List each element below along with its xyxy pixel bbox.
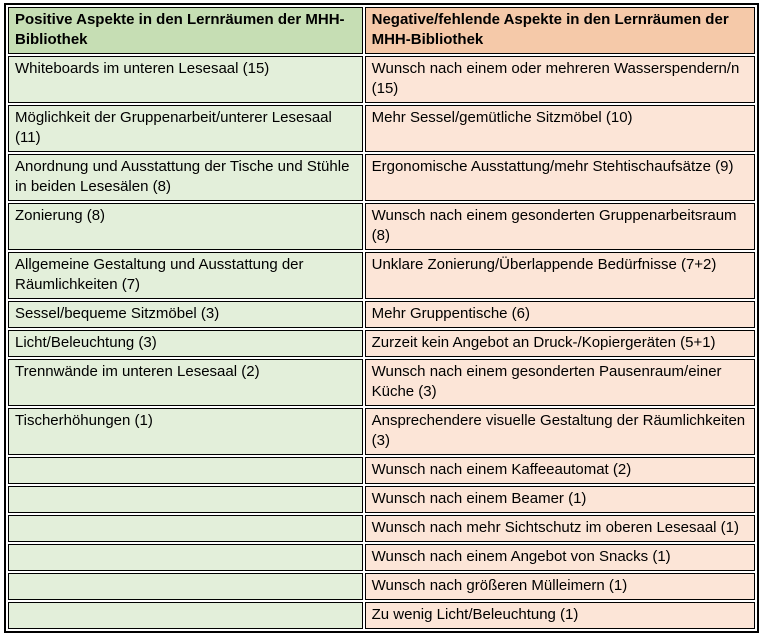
negative-cell: Zu wenig Licht/Beleuchtung (1) [365,602,755,629]
negative-cell: Wunsch nach einem gesonderten Gruppenarbeitsraum (8) [365,203,755,250]
negative-cell: Mehr Sessel/gemütliche Sitzmöbel (10) [365,105,755,152]
negative-column-header: Negative/fehlende Aspekte in den Lernräumen der MHH-Bibliothek [365,7,755,54]
header-row [8,7,755,54]
table-row [8,330,755,357]
positive-cell: Allgemeine Gestaltung und Ausstattung der Räumlichkeiten (7) [8,252,363,299]
table-row [8,203,755,250]
table-row [8,359,755,406]
positive-cell: Trennwände im unteren Lesesaal (2) [8,359,363,406]
positive-cell [8,573,363,600]
table-row [8,154,755,201]
table-row [8,544,755,571]
negative-cell: Wunsch nach einem Beamer (1) [365,486,755,513]
positive-cell: Möglichkeit der Gruppenarbeit/unterer Lesesaal (11) [8,105,363,152]
table-row [8,602,755,629]
table-row [8,56,755,103]
positive-cell [8,602,363,629]
negative-cell: Ansprechendere visuelle Gestaltung der Räumlichkeiten (3) [365,408,755,455]
table-row [8,105,755,152]
positive-cell: Anordnung und Ausstattung der Tische und Stühle in beiden Lesesälen (8) [8,154,363,201]
negative-cell: Wunsch nach einem oder mehreren Wasserspendern/n (15) [365,56,755,103]
positive-cell [8,515,363,542]
positive-cell: Tischerhöhungen (1) [8,408,363,455]
table-row [8,573,755,600]
negative-cell: Zurzeit kein Angebot an Druck-/Kopiergeräten (5+1) [365,330,755,357]
positive-cell: Zonierung (8) [8,203,363,250]
negative-cell: Unklare Zonierung/Überlappende Bedürfnisse (7+2) [365,252,755,299]
table-row [8,301,755,328]
negative-cell: Wunsch nach einem Angebot von Snacks (1) [365,544,755,571]
positive-cell: Whiteboards im unteren Lesesaal (15) [8,56,363,103]
positive-column-header: Positive Aspekte in den Lernräumen der MHH-Bibliothek [8,7,363,54]
table-row [8,408,755,455]
negative-cell: Ergonomische Ausstattung/mehr Stehtischaufsätze (9) [365,154,755,201]
table-row [8,457,755,484]
negative-cell: Wunsch nach mehr Sichtschutz im oberen Lesesaal (1) [365,515,755,542]
table-row [8,252,755,299]
table-row [8,486,755,513]
positive-cell: Licht/Beleuchtung (3) [8,330,363,357]
positive-cell: Sessel/bequeme Sitzmöbel (3) [8,301,363,328]
negative-cell: Wunsch nach einem Kaffeeautomat (2) [365,457,755,484]
positive-cell [8,544,363,571]
negative-cell: Wunsch nach größeren Mülleimern (1) [365,573,755,600]
positive-cell [8,486,363,513]
aspects-table [4,3,759,633]
negative-cell: Wunsch nach einem gesonderten Pausenraum/einer Küche (3) [365,359,755,406]
positive-cell [8,457,363,484]
table-row [8,515,755,542]
negative-cell: Mehr Gruppentische (6) [365,301,755,328]
